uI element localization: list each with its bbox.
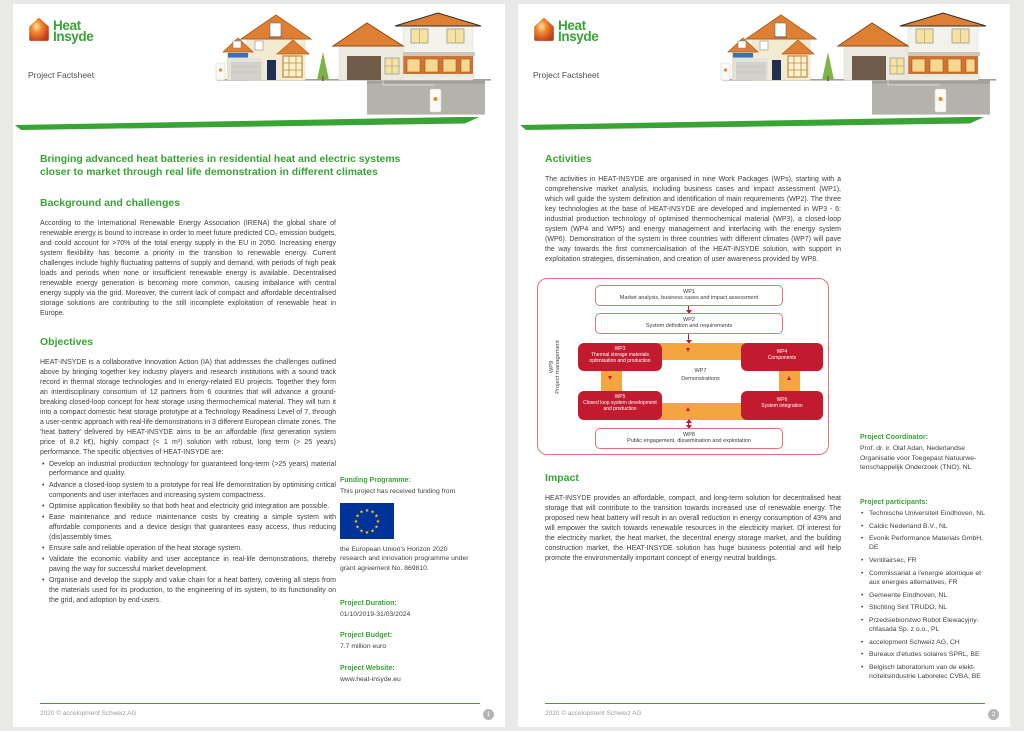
background-paragraph: According to the International Renewable Energy Association (IRENA) the global share of renewable energy is bound to increase in order to meet future predicted CO₂ emission budgets, and could account for >70% of the total energy supply in the EU in 2050. Increasing energy system flexibility has become a priority in the transition to renewable energy. Current challenges include highly fluctuating patterns of supply and demand, with periods of high peak loads and periods when none or insufficient renewable energy is available. Decentralised renewable energy generation is becoming more common, causing imbalance with central energy supply via the grid. Moreover, the current lack of compact and affordable decentralised storage solutions are contributing to the still incomplete exploitation of renewable heat in Europe. [40,219,336,317]
participants-heading: Project participants: [860,498,928,506]
objectives-intro: HEAT-INSYDE is a collaborative Innovation Action (IA) that addresses the challenges outlined above by bringing together key industry players and research institutions with a sound track record in thermal storage technologies and in energy-related EU projects. Together they form an interdisciplinary consortium of 12 partners from 6 countries that will advance a ground-breaking closed-loop concept for heat storage using thermochemical material. They will turn it into a compact domestic heat storage prototype at a Technology Readiness Level of 7, through a user-centric approach with real-life demonstrations in 3 different European climate zones. The 'heat battery' delivered by HEAT-INSYDE aims to be an affordable (first generation system price of 8.2 k€), highly compact (< 1 m³) solution with robust, long term (> 25 years) performance. The specific objectives of HEAT-INSYDE are: [40,358,336,456]
budget-value: 7.7 million euro [340,643,387,651]
svg-text:★: ★ [374,524,379,531]
participant-item: • accelopment Schweiz AG, CH [860,638,992,647]
participant-item: • Gemeente Eindhoven, NL [860,591,992,600]
objective-item: • Optimise application flexibility so that both heat and electricity grid integration are possible. [40,502,336,512]
svg-text:★: ★ [375,518,381,525]
footer-divider [40,703,480,704]
svg-text:★: ★ [359,509,364,516]
participant-item: • Bureaux d'etudes solaires SPRL, BE [860,650,992,659]
objectives-list [40,460,336,606]
objective-item: • Advance a closed-loop system to a prototype for real life demonstration by optimising critical components and user interfaces and increasing system compactness. [40,481,336,501]
arrow-icon [686,348,690,352]
house-flame-icon [533,17,555,42]
page2-main-column [545,153,841,564]
background-heading: Background and challenges [40,196,181,209]
footer-divider [545,703,985,704]
logo-word-insyde: Insyde [53,29,94,44]
svg-text:★: ★ [374,513,379,520]
wp5-box: WP5 Closed loop system development and production [578,391,662,420]
coordinator-value: Prof. dr. ir. Olaf Adan, Nederlandse Organisatie voor Toegepast Natuurwe-tenschappelijk Onderzoek (TNO), NL [860,445,977,472]
wp9-description: Project management [555,339,561,394]
wp9-frame [537,278,829,455]
participant-item: • Technische Universiteit Eindhoven, NL [860,509,992,518]
participant-item: • Caldic Nederland B.V., NL [860,522,992,531]
page2-sidebar [860,434,992,685]
activities-heading: Activities [545,153,592,165]
heat-insyde-logo [28,17,93,42]
wp8-box: WP8 Public engagement, dissemination and exploitation [595,428,783,449]
funding-intro: This project has received funding from [340,488,456,495]
impact-paragraph: HEAT-INSYDE provides an affordable, compact, and long-term solution for decentralised heat storage that will contribute to the transition towards increased use of renewable energy. The proposed new heat battery will result in an overall reduction in energy consumption of 43% and will empower the switch towards renewable resources in the electricity market. Of interest for the electricity market, the heat market, the decentral energy storage market, and the building construction market, the HEAT-INSYDE solution has huge business potential and will help promote the environmentally important concept of energy neutral buildings. [545,495,841,562]
objective-item: • Develop an industrial production technology for guaranteed long-term (>25 years) material performance and quality. [40,460,336,480]
objective-item: • Ease maintenance and reduce maintenance costs by creating a simple system with affordable components and a device design that guarantees easy access, thus reducing (dis)assembly times. [40,513,336,542]
participant-item: • Commissariat a l'energie atomique et aux energies alternatives, FR [860,569,992,587]
wp9-label [549,317,561,417]
svg-text:★: ★ [370,509,375,516]
project-title-line2: closer to market through real life demonstration in different climates [40,167,378,179]
arrow-icon [787,376,791,380]
participant-item: • Evonik Performance Materials GmbH, DE [860,534,992,552]
green-swoosh-graphic [15,117,479,130]
logo-word-heat: Heat [53,18,81,33]
website-link[interactable]: www.heat-insyde.eu [340,675,401,683]
funding-programme-heading: Funding Programme: [340,477,411,484]
arrow-icon [686,407,690,411]
wp9-title: WP9 [549,360,555,373]
wp4-box: WP4 Components [741,343,823,371]
participant-item: • Stichting Sint TRUDO, NL [860,603,992,612]
participant-item: • Przedsiebiorstwo Robot Elewacyjny-chfasada Sp. z o.o., PL [860,616,992,634]
activities-paragraph: The activities in HEAT-INSYDE are organised in nine Work Packages (WPs), starting with a comprehensive market analysis, including business cases and impact assessment (WP1), which will guide the system definition and identification of main requirements (WP2). The three key technologies at the base of HEAT-INSYDE are developed and implemented in WP3 - 6: industrial production technology of optimised thermochemical material (WP3), a closed-loop system (WP4 and WP5) and energy management and interfacing with the energy system (WP6). Demonstration of the system in three countries with different climates (WP7) will pave the way towards the first commercialisation of the HEAT-INSYDE solution, with support in exploitation strategies, dissemination, and creation of user awareness provided by WP8. [545,176,841,263]
duration-value: 01/10/2019-31/03/2024 [340,610,411,618]
participant-item: • Belgisch laboratorium van de elekt-riciteitsindustrie Laborelec CVBA, BE [860,663,992,681]
arrow-down-icon [688,334,689,341]
website-heading: Project Website: [340,664,395,672]
svg-text:★: ★ [353,518,359,525]
project-duration-block [340,600,472,620]
houses-illustration [215,10,493,122]
arrow-double-icon [688,422,689,426]
objective-item: • Validate the economic viability and user acceptance in real-life demonstrations, thereby paving the way for successful market development. [40,555,336,575]
wp2-box: WP2 System definition and requirements [595,313,783,334]
duration-heading: Project Duration: [340,599,397,607]
footer-copyright: 2020 © accelopment Schweiz AG [40,710,137,717]
participant-item: • Ventilairsec, FR [860,556,992,565]
project-budget-block [340,632,472,652]
page-number-badge: 1 [483,709,494,720]
objective-item: • Organise and develop the supply and value chain for a heat battery, covering all steps from the materials used for its production, to the engineering of its system, to its functionality on the grid, and adoption by end-users. [40,576,336,605]
coordinator-heading: Project Coordinator: [860,434,929,441]
factsheet-page-2 [518,4,1010,727]
project-website-block [340,665,472,685]
arrow-down-icon [688,306,689,311]
eu-flag-icon [340,503,394,539]
funding-body: the European Union's Horizon 2020 research and innovation programme under grant agreement No. 869810. [340,545,469,572]
objectives-heading: Objectives [40,335,94,348]
document-subtitle: Project Factsheet [28,70,95,80]
footer-copyright: 2020 © accelopment Schweiz AG [545,710,642,717]
wp6-box: WP6 System integration [741,391,823,420]
svg-text:★: ★ [355,513,360,520]
factsheet-page-1 [13,4,505,727]
logo-word-insyde: Insyde [558,29,599,44]
green-swoosh-graphic [520,117,984,130]
wp7-label: WP7 Demonstrations [681,368,720,382]
svg-text:★: ★ [355,524,360,531]
svg-text:★: ★ [370,528,375,535]
svg-text:★: ★ [364,529,370,536]
work-packages-diagram [537,278,841,455]
objective-item: • Ensure safe and reliable operation of the heat storage system. [40,544,336,554]
budget-heading: Project Budget: [340,632,393,640]
document-subtitle: Project Factsheet [533,70,600,80]
house-flame-icon [28,17,50,42]
arrow-icon [608,376,612,380]
impact-heading: Impact [545,472,579,484]
project-title [40,153,470,180]
participants-list [860,509,992,682]
wp3-box: WP3 Thermal storage materials optimisation and production [578,343,662,371]
logo-wordmark [558,20,598,42]
project-title-line1: Bringing advanced heat batteries in residential heat and electric systems [40,154,401,165]
logo-wordmark [53,20,93,42]
heat-insyde-logo [533,17,598,42]
houses-illustration [720,10,998,122]
page-number-badge: 2 [988,709,999,720]
svg-text:★: ★ [364,507,370,514]
wp1-box: WP1 Market analysis, business cases and impact assessment [595,285,783,306]
svg-text:★: ★ [359,528,364,535]
logo-word-heat: Heat [558,18,586,33]
page1-sidebar [340,477,472,697]
